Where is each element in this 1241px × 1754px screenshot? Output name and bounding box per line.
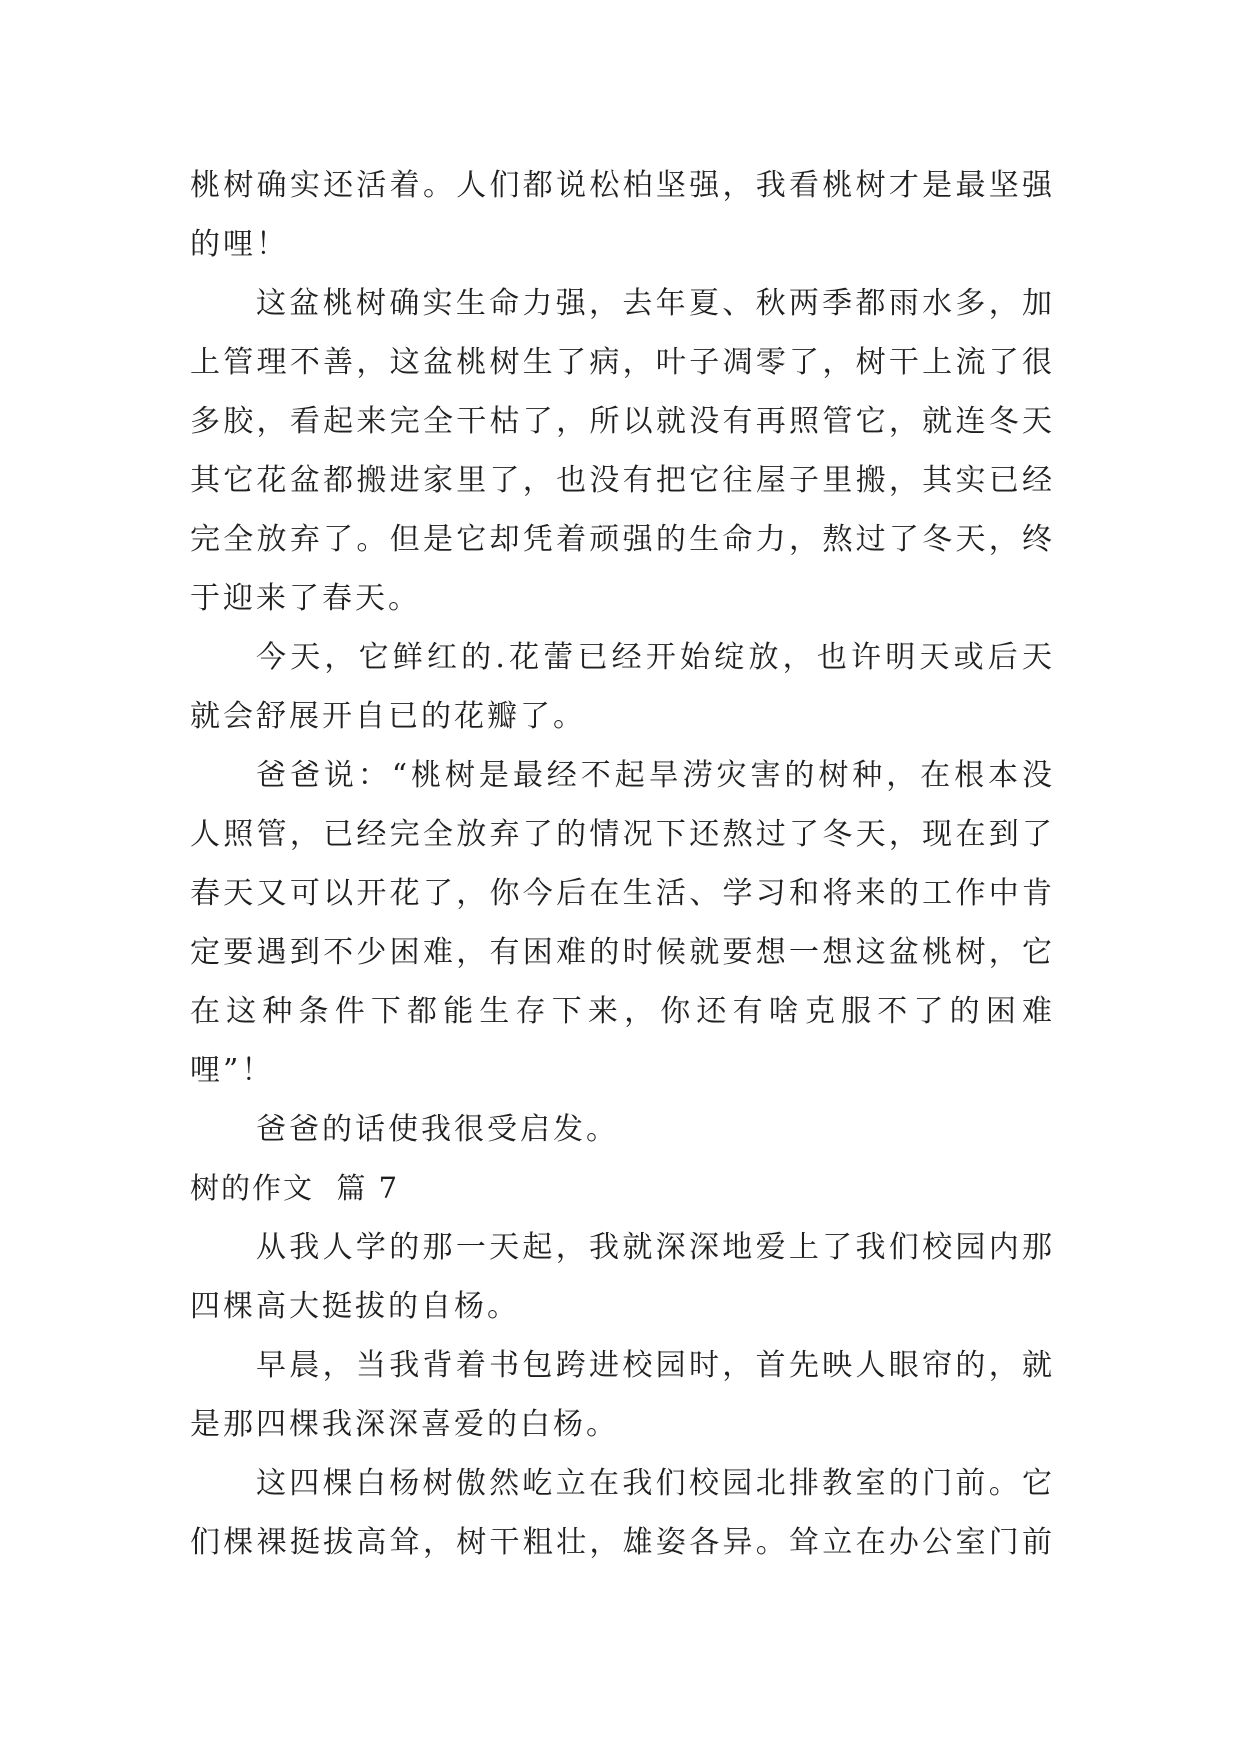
paragraph-line: 于迎来了春天。 xyxy=(190,581,421,616)
paragraph-line: 桃树确实还活着。人们都说松柏坚强，我看桃树才是最坚强 xyxy=(190,168,1052,203)
document-body xyxy=(190,156,1052,1572)
paragraph-line: 四棵高大挺拔的自杨。 xyxy=(190,1289,520,1324)
paragraph-line: 在这种条件下都能生存下来，你还有啥克服不了的困难 xyxy=(190,994,1052,1029)
paragraph xyxy=(190,628,1052,746)
paragraph-line: 爸爸的话使我很受启发。 xyxy=(256,1112,619,1147)
paragraph-line: 这盆桃树确实生命力强，去年夏、秋两季都雨水多，加 xyxy=(256,286,1052,321)
paragraph xyxy=(190,1100,1052,1159)
paragraph-line: 的哩！ xyxy=(190,227,289,262)
paragraph-line: 今天，它鲜红的.花蕾已经开始绽放，也许明天或后天 xyxy=(256,640,1052,675)
paragraph-line: 其它花盆都搬进家里了，也没有把它往屋子里搬，其实已经 xyxy=(190,463,1052,498)
paragraph-line: 爸爸说：“桃树是最经不起旱涝灾害的树种，在根本没 xyxy=(256,758,1052,793)
paragraph xyxy=(190,1454,1052,1572)
paragraph xyxy=(190,1218,1052,1336)
paragraph-line: 定要遇到不少困难，有困难的时候就要想一想这盆桃树，它 xyxy=(190,935,1052,970)
paragraph xyxy=(190,746,1052,1100)
paragraph-line: 从我人学的那一天起，我就深深地爱上了我们校园内那 xyxy=(256,1230,1052,1265)
paragraph xyxy=(190,156,1052,274)
paragraph-line: 上管理不善，这盆桃树生了病，叶子凋零了，树干上流了很 xyxy=(190,345,1052,380)
paragraph-line: 多胶，看起来完全干枯了，所以就没有再照管它，就连冬天 xyxy=(190,404,1052,439)
paragraph-line: 哩”！ xyxy=(190,1053,275,1088)
paragraph-line: 完全放弃了。但是它却凭着顽强的生命力，熬过了冬天，终 xyxy=(190,522,1052,557)
paragraph-line: 早晨，当我背着书包跨进校园时，首先映人眼帘的，就 xyxy=(256,1348,1052,1383)
paragraph-line: 春天又可以开花了，你今后在生活、学习和将来的工作中肯 xyxy=(190,876,1052,911)
section-heading: 树的作文 篇 7 xyxy=(190,1171,400,1205)
paragraph-line: 是那四棵我深深喜爱的白杨。 xyxy=(190,1407,619,1442)
paragraph-line: 们棵裸挺拔高耸，树干粗壮，雄姿各异。耸立在办公室门前 xyxy=(190,1525,1052,1560)
paragraph-line: 这四棵白杨树傲然屹立在我们校园北排教室的门前。它 xyxy=(256,1466,1052,1501)
paragraph xyxy=(190,1336,1052,1454)
paragraph-line: 就会舒展开自已的花瓣了。 xyxy=(190,699,586,734)
paragraph xyxy=(190,274,1052,628)
paragraph-line: 人照管，已经完全放弃了的情况下还熬过了冬天，现在到了 xyxy=(190,817,1052,852)
